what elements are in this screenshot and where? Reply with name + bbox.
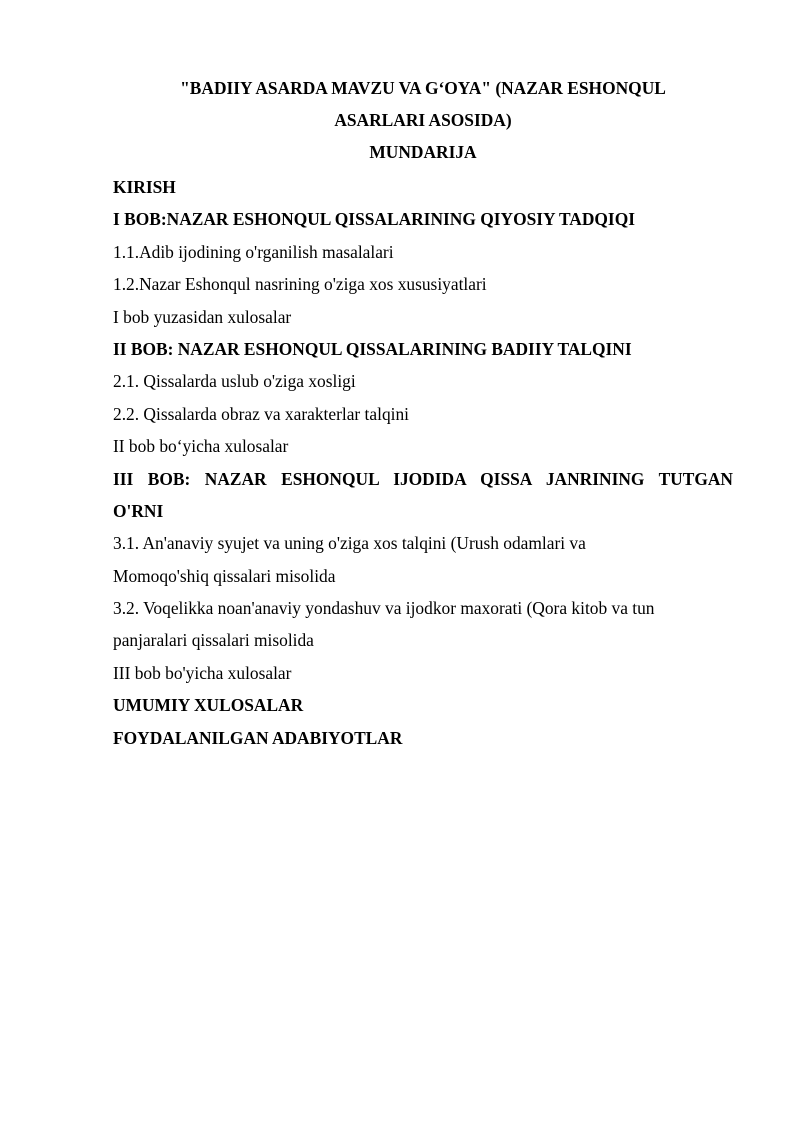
contents-heading: MUNDARIJA xyxy=(369,142,477,162)
table-of-contents xyxy=(113,176,733,759)
toc-section-1-1: 1.1.Adib ijodining o'rganilish masalalari xyxy=(113,241,394,262)
toc-general-conclusions: UMUMIY XULOSALAR xyxy=(113,695,304,716)
toc-section-3-1: 3.1. An'anaviy syujet va uning o'ziga xos talqini (Urush odamlari va xyxy=(113,533,586,554)
toc-chapter-1: I BOB:NAZAR ESHONQUL QISSALARINING QIYOSIY TADQIQI xyxy=(113,209,635,230)
toc-section-3-1-continued: Momoqo'shiq qissalari misolida xyxy=(113,565,336,586)
document-title-line-1: "BADIIY ASARDA MAVZU VA G‘OYA" (NAZAR ESHONQUL xyxy=(180,78,666,98)
toc-chapter-3: III BOB: NAZAR ESHONQUL IJODIDA QISSA JANRINING TUTGAN xyxy=(113,468,733,489)
toc-chapter-1-conclusion: I bob yuzasidan xulosalar xyxy=(113,306,292,327)
document-title-line-2: ASARLARI ASOSIDA) xyxy=(334,110,512,130)
toc-section-2-1: 2.1. Qissalarda uslub o'ziga xosligi xyxy=(113,371,356,392)
toc-section-2-2: 2.2. Qissalarda obraz va xarakterlar talqini xyxy=(113,403,409,424)
toc-chapter-3-continued: O'RNI xyxy=(113,500,164,521)
toc-section-1-2: 1.2.Nazar Eshonqul nasrining o'ziga xos xususiyatlari xyxy=(113,274,487,295)
toc-section-3-2-continued: panjaralari qissalari misolida xyxy=(113,630,314,651)
toc-chapter-2: II BOB: NAZAR ESHONQUL QISSALARINING BADIIY TALQINI xyxy=(113,338,632,359)
toc-section-3-2: 3.2. Voqelikka noan'anaviy yondashuv va ijodkor maxorati (Qora kitob va tun xyxy=(113,598,655,619)
title-block xyxy=(113,77,733,173)
toc-chapter-3-conclusion: III bob bo'yicha xulosalar xyxy=(113,662,292,683)
toc-item-introduction: KIRISH xyxy=(113,177,176,197)
toc-chapter-2-conclusion: II bob bo‘yicha xulosalar xyxy=(113,436,289,457)
toc-references: FOYDALANILGAN ADABIYOTLAR xyxy=(113,727,403,748)
